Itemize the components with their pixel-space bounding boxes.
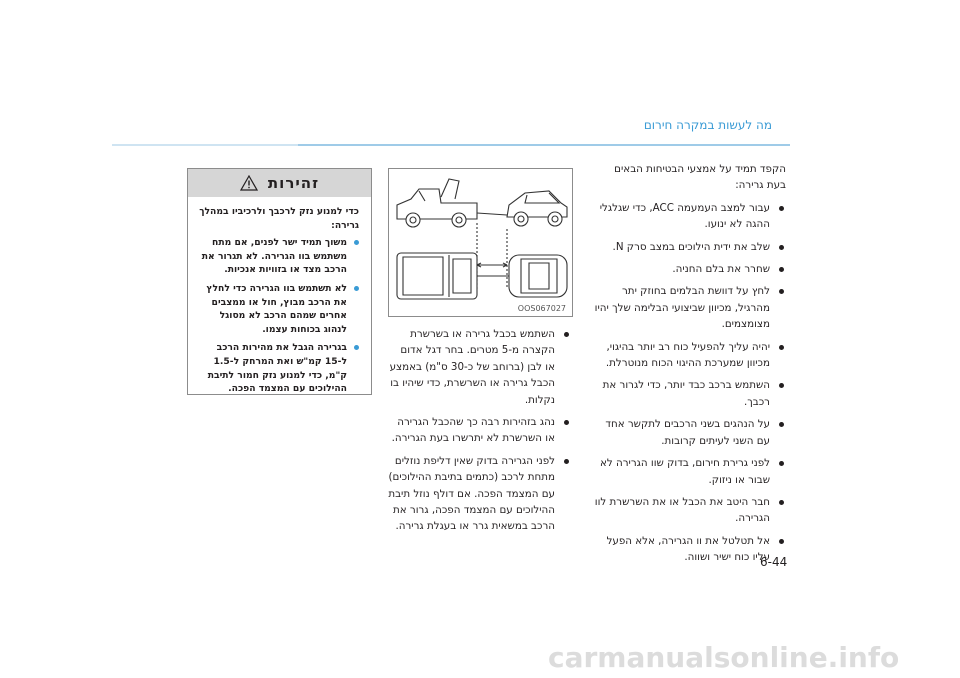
caution-intro: כדי למנוע נזק לרכבך ולרכיביו במהלך גרירה: [199, 206, 359, 231]
truck-wheel [406, 213, 420, 227]
caution-header [188, 169, 371, 197]
list-item: משוך תמיד ישר לפנים, אם מתח משתמש בוו הגרירה. לא תגרור את הרכב מצד או בזוויות אנכיות. [198, 236, 359, 277]
list-item: לפני גרירת חירום, בדוק שוו הגרירה לא שבור או ניזוק. [593, 455, 786, 488]
list-item: שחרר את בלם החניה. [593, 261, 786, 277]
list-item: בגרירה הגבל את מהירות הרכב ל-15 קמ"ש ואת המרחק ל-1.5 ק"מ, כדי למנוע נזק חמור לתיבת ההילוכים עם המצמד הפכה. [198, 341, 359, 395]
list-item: השתמש בכבל גרירה או בשרשרת הקצרה מ-5 מטרים. בחר דגל אדום או לבן (ברוחב של כ-30 ס"מ) באמצע הכבל גרירה או השרשרת, כדי שיהיו בו נקלות. [388, 326, 571, 408]
list-item: לפני הגרירה בדוק שאין דליפת נוזלים מתחת לרכב (כתמים בתיבת ההילוכים) עם המצמד הפכה. אם דולף נוזל תיבת ההילוכים עם המצמד הפכה, גרור את הרכב במשאית גרר או בעגלת גרירה. [388, 453, 571, 535]
illustration-code: OOS067027 [517, 304, 566, 313]
car-wheel [548, 212, 562, 226]
caution-title: זהירות [267, 174, 320, 192]
list-item: עבור למצב העמעמה ACC, כדי שגלגלי ההגה לא ינועו. [593, 200, 786, 233]
caution-list [188, 236, 371, 396]
page-number: 6-44 [760, 555, 788, 569]
list-item: לא תשתמש בוו הגרירה כדי לחלץ את הרכב מבוץ, חול או ממצבים אחרים שמהם הרכב לא מסוגל לנהוג בכוחות עצמו. [198, 282, 359, 336]
caution-box [187, 168, 372, 395]
list-item: על הנהגים בשני הרכבים לתקשר אחד עם השני לעיתים קרובות. [593, 416, 786, 449]
list-item: השתמש ברכב כבד יותר, כדי לגרור את רכבך. [593, 377, 786, 410]
towing-cable-list [388, 326, 571, 535]
watermark: carmanualsonline.info [548, 641, 900, 674]
list-item: אל תטלטל את וו הגרירה, אלא הפעל עליו כוח ישיר ושווה. [593, 533, 786, 566]
list-item: לחץ על דוושת הבלמים בחוזק יתר מהרגיל, מכיוון שביצועי הבלימה שלך יהיו מצומצמים. [593, 283, 786, 332]
middle-text-column [388, 326, 571, 541]
list-item: נהג בזהירות רבה כך שהכבל הגרירה או השרשרת לא יתרשרו בעת הגרירה. [388, 414, 571, 447]
towing-illustration [388, 168, 573, 317]
tow-truck-top-view [397, 253, 477, 299]
towing-intro: הקפד תמיד על אמצעי הבטיחות הבאים בעת גרירה: [614, 163, 786, 192]
list-item: יהיה עליך להפעיל כוח רב יותר בהיגוי, מכיוון שמערכת ההיגוי הכוח מנוטרלת. [593, 339, 786, 372]
header-rule-accent [112, 144, 298, 146]
right-text-column [593, 161, 786, 572]
warning-triangle-icon [240, 175, 258, 191]
section-title: מה לעשות במקרה חירום [643, 118, 772, 132]
car-wheel [514, 212, 528, 226]
list-item: שלב את ידית הילוכים במצב סרק N. [593, 239, 786, 255]
towed-car-top-view [509, 255, 567, 297]
truck-wheel [452, 213, 466, 227]
tow-truck-and-car-drawing [389, 169, 572, 316]
list-item: חבר היטב את הכבל או את השרשרת לוו הגרירה. [593, 494, 786, 527]
towing-precautions-list [593, 200, 786, 566]
